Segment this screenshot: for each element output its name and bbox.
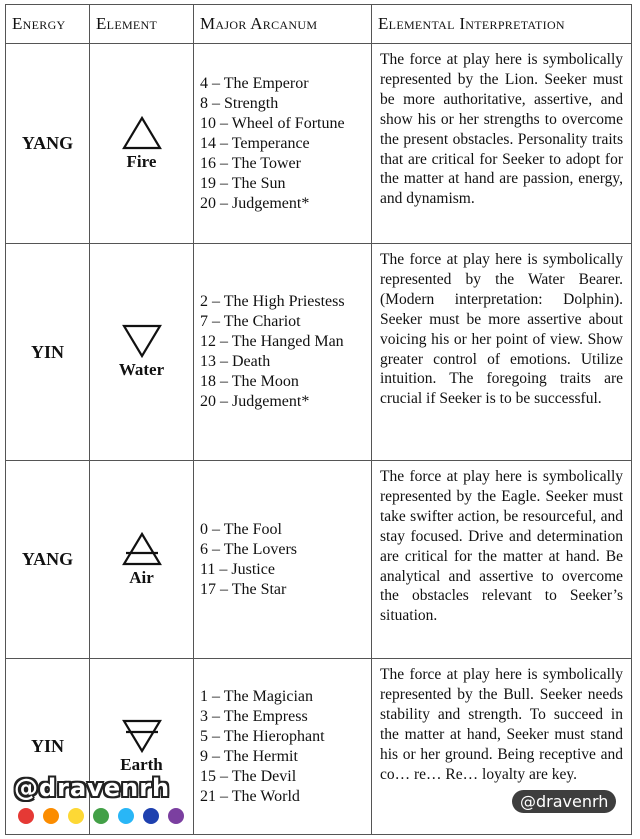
arcana-item: 5 – The Hierophant [200,727,325,745]
arcana-item: 4 – The Emperor [200,74,309,92]
color-dot [143,808,159,824]
arcana-table [5,4,632,835]
arcana-item: 11 – Justice [200,560,275,578]
energy-cell: YANG [6,44,90,244]
arcana-item: 13 – Death [200,353,271,370]
arcana-item: 16 – The Tower [200,154,301,172]
element-cell [90,44,194,244]
color-dot [93,808,109,824]
element-name: Earth [120,754,163,774]
arcana-item: 7 – The Chariot [200,313,301,330]
color-dot [168,808,184,824]
header-energy: Energy [6,5,90,44]
arcana-list [194,44,372,244]
arcana-item: 6 – The Lovers [200,540,298,558]
table-row-fire [6,44,632,244]
arcana-item: 3 – The Empress [200,707,308,725]
arcana-item: 10 – Wheel of Fortune [200,114,345,132]
air-triangle-icon [122,532,162,566]
header-element: Element [90,5,194,44]
earth-triangle-icon [122,719,162,753]
arcana-item: 20 – Judgement* [200,194,310,212]
color-dot [68,808,84,824]
color-dot [43,808,59,824]
arcana-item: 1 – The Magician [200,687,314,705]
table-header-row [6,5,632,44]
watermark-handle: @dravenrh [14,774,171,802]
fire-triangle-icon [122,116,162,150]
arcana-item: 12 – The Hanged Man [200,333,344,350]
element-name: Air [129,567,154,587]
arcana-item: 21 – The World [200,787,300,805]
water-triangle-icon [122,324,162,358]
color-dot [18,808,34,824]
arcana-item: 20 – Judgement* [200,393,310,410]
element-cell [90,244,194,461]
interpretation-text: The force at play here is symbolically represented by the Eagle. Seeker must take swifter action, be resourceful, and stay focused. Drive and determination are critical for the matter at hand. Be analytical and assertive to overcome the obstacles relevant to Seeker’s situation. [372,461,632,659]
element-name: Fire [126,151,157,171]
arcana-item: 17 – The Star [200,580,287,598]
color-dot [118,808,134,824]
header-major-arcanum: Major Arcanum [194,5,372,44]
arcana-list [194,244,372,461]
arcana-item: 0 – The Fool [200,520,282,538]
energy-cell: YIN [6,244,90,461]
arcana-list [194,659,372,835]
header-elemental-interpretation: Elemental Interpretation [372,5,632,44]
watermark-small: @dravenrh [512,790,616,813]
arcana-item: 18 – The Moon [200,373,299,390]
arcana-item: 15 – The Devil [200,767,297,785]
table-row-water [6,244,632,461]
interpretation-text: The force at play here is symbolically represented by the Lion. Seeker must be more authoritative, assertive, and show his or her strengths to overcome the present obstacles. Personality traits that are critical for Seeker to adopt for the matter at hand are passion, energy, and dynamism. [372,44,632,244]
watermark-large [14,774,184,824]
arcana-item: 9 – The Hermit [200,747,298,765]
arcana-item: 8 – Strength [200,94,279,112]
table-row-air [6,461,632,659]
color-dots [18,808,184,824]
arcana-item: 2 – The High Priestess [200,293,345,310]
arcana-item: 19 – The Sun [200,174,286,192]
energy-cell: YIN [6,659,90,835]
arcana-list [194,461,372,659]
element-cell [90,461,194,659]
arcana-item: 14 – Temperance [200,134,310,152]
interpretation-text: The force at play here is symbolically represented by the Bull. Seeker needs stability and strength. To succeed in the matter at hand, Seeker must stand his or her ground. Being receptive and co… re… Re… loyalty are key. [372,659,632,835]
energy-cell: YANG [6,461,90,659]
interpretation-text: The force at play here is symbolically represented by the Water Bearer. (Modern interpretation: Dolphin). Seeker must be more assertive about voicing his or her point of view. Show greater control of emotions. Utilize intuition. The foregoing traits are crucial if Seeker is to be successful. [372,244,632,461]
element-name: Water [118,360,165,379]
